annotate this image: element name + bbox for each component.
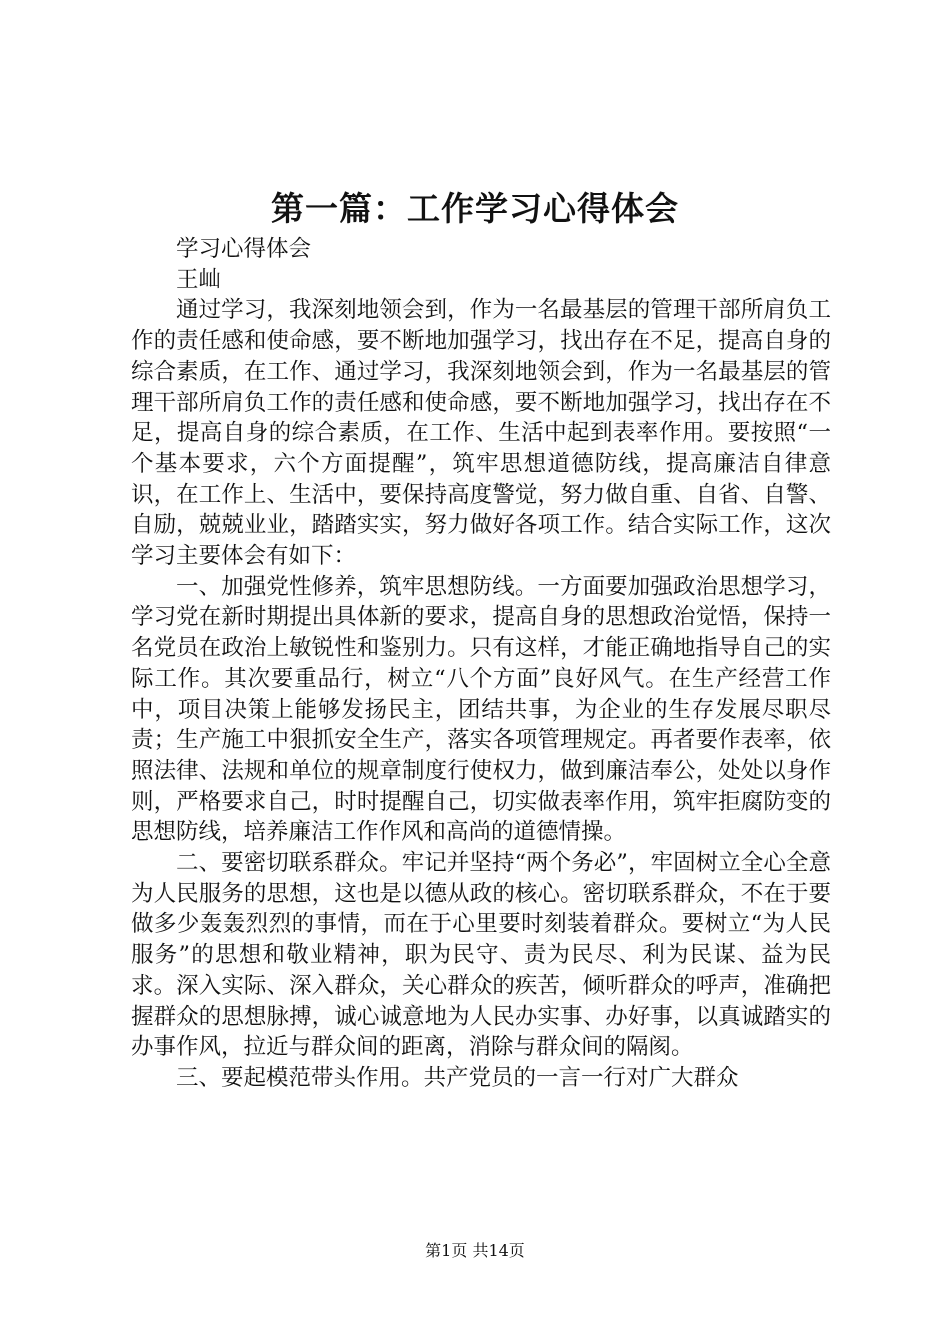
document-body: [131, 234, 831, 1094]
paragraph-point-three: 三、要起模范带头作用。共产党员的一言一行对广大群众: [176, 1064, 739, 1091]
paragraph-point-one: 一、加强党性修养，筑牢思想防线。一方面要加强政治思想学习，学习党在新时期提出具体新的要求，提高自身的思想政治觉悟，保持一名党员在政治上敏锐性和鉴别力。只有这样，才能正确地指导自己的实际工作。其次要重品行，树立“八个方面”良好风气。在生产经营工作中，项目决策上能够发扬民主，团结共事，为企业的生存发展尽职尽责；生产施工中狠抓安全生产，落实各项管理规定。再者要作表率，依照法律、法规和单位的规章制度行使权力，做到廉洁奉公，处处以身作则，严格要求自己，时时提醒自己，切实做表率作用，筑牢拒腐防变的思想防线，培养廉洁工作作风和高尚的道德情操。: [131, 573, 831, 846]
paragraph-point-two: 二、要密切联系群众。牢记并坚持“两个务必”，牢固树立全心全意为人民服务的思想，这也是以德从政的核心。密切联系群众，不在于要做多少轰轰烈烈的事情，而在于心里要时刻装着群众。要树立“为人民服务”的思想和敬业精神，职为民守、责为民尽、利为民谋、益为民求。深入实际、深入群众，关心群众的疾苦，倾听群众的呼声，准确把握群众的思想脉搏，诚心诚意地为人民办实事、办好事，以真诚踏实的办事作风，拉近与群众间的距离，消除与群众间的隔阂。: [131, 850, 831, 1061]
document-author: 王屾: [176, 266, 222, 293]
document-subtitle: 学习心得体会: [176, 236, 312, 262]
document-title: 第一篇：工作学习心得体会: [271, 189, 679, 228]
page-footer: 第1页 共14页: [425, 1241, 525, 1260]
paragraph-intro: 通过学习，我深刻地领会到，作为一名最基层的管理干部所肩负工作的责任感和使命感，要不断地加强学习，找出存在不足，提高自身的综合素质，在工作、通过学习，我深刻地领会到，作为一名最基层的管理干部所肩负工作的责任感和使命感，要不断地加强学习，找出存在不足，提高自身的综合素质，在工作、生活中起到表率作用。要按照“一个基本要求，六个方面提醒”，筑牢思想道德防线，提高廉洁自律意识，在工作上、生活中，要保持高度警觉，努力做自重、自省、自警、自励，兢兢业业，踏踏实实，努力做好各项工作。结合实际工作，这次学习主要体会有如下：: [131, 297, 831, 570]
